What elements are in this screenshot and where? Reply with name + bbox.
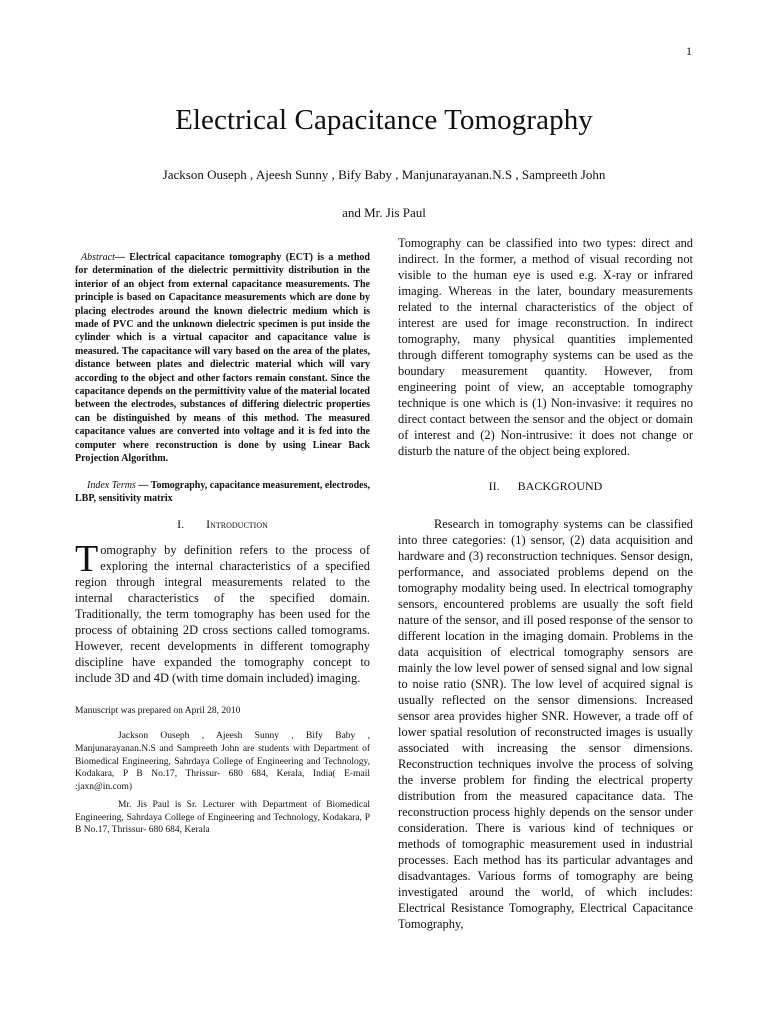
section-number: I. xyxy=(177,517,185,532)
section-heading-background xyxy=(398,479,693,494)
right-column xyxy=(398,235,693,932)
index-terms xyxy=(75,479,370,506)
abstract-text: Electrical capacitance tomography (ECT) is a method for determination of the dielectric permittivity distribution in the interior of an object from external capacitance measurements. The principle is based on Capacitance measurements which are done by placing electrodes around the known dielectric medium which is made of PVC and the unknown dielectric specimen is put inside the cylinder which is a virtual capacitor and capacitance value is measured. The capacitance will vary based on the area of the plates, distance between plates and dielectric material which will vary according to the object and other factors remain constant. Since the capacitance depends on the permittivity value of the material located between the electrodes, substances of differing dielectric properties can be distinguished by means of this method. The measured capacitance values are converted into voltage and it is fed into the computer where reconstruction is done by using Linear Back Projection Algorithm. xyxy=(75,252,370,465)
index-terms-text: — Tomography, capacitance measurement, electrodes, LBP, sensitivity matrix xyxy=(75,479,370,504)
section-title: BACKGROUND xyxy=(517,479,603,493)
tomography-types-paragraph: Tomography can be classified into two types: direct and indirect. In the former, a method of visual recording not visible to the human eye is used e.g. X-ray or infrared imaging. Whereas in the later, boundary measurements related to the internal characteristics of the object of interest are used for image reconstruction. In indirect tomography, many physical quantities implemented through different tomography systems can be used as the boundary measurement quantity. However, from engineering point of view, an acceptable tomography technique is one which is (1) Non-invasive: it requires no direct contact between the sensor and the object or domain of interest and (2) Non-intrusive: it does not change or disturb the nature of the object being explored. xyxy=(398,236,693,458)
left-column xyxy=(75,251,370,837)
section-title: Introduction xyxy=(206,517,268,532)
section-heading-introduction xyxy=(75,517,370,532)
paper-title: Electrical Capacitance Tomography xyxy=(175,104,593,136)
section-number: II. xyxy=(488,479,500,493)
index-terms-label: Index Terms xyxy=(87,479,136,491)
page-number: 1 xyxy=(686,44,692,58)
author-affiliation-footnote: Jackson Ouseph , Ajeesh Sunny , Bify Baby , Manjunarayanan.N.S and Sampreeth John are students with Department of Biomedical Engineering, Sahrdaya College of Engineering and Technology, Kodakara, P B No.17, Thrissur- 680 684, Kerala, India( E-mail :jaxn@in.com) xyxy=(75,731,370,792)
introduction-paragraph xyxy=(75,538,370,686)
lecturer-affiliation-footnote: Mr. Jis Paul is Sr. Lecturer with Department of Biomedical Engineering, Sahrdaya College of Engineering and Technology, Kodakara, P B No.17, Thrissur- 680 684, Kerala xyxy=(75,800,370,836)
introduction-text: omography by definition refers to the process of exploring the internal characteristics of a specified region through integral measurements related to the internal characteristics of the specified domain. Traditionally, the term tomography has been used for the process of obtaining 2D cross sections called tomograms. However, recent developments in different tomography discipline have expanded the tomography concept to include 3D and 4D (with time domain included) imaging. xyxy=(75,543,370,686)
abstract-dash: — xyxy=(114,252,130,263)
background-paragraph: Research in tomography systems can be classified into three categories: (1) sensor, (2) data acquisition and hardware and (3) reconstruction techniques. Sensor design, performance, and associated problems depend on the tomography modality being used. In electrical tomography sensors, encountered problems are usually the soft field nature of the sensor, and ill posed response of the sensor to different location in the imaging domain. Problems in the data acquisition of electrical tomography sensors are mainly the low level power of sensed signal and low signal to noise ratio (SNR). The low level of acquired signal is usually reflected on the sensor dimensions. Increased sensor area provides higher SNR. However, a trade off of lower spatial resolution of reconstructed images is usually associated with increasing the sensor dimensions. Reconstruction techniques involve the process of solving the inverse problem for finding the electrical property distribution from the measured capacitance data. The reconstruction process highly depends on the sensor under consideration. There is various kind of techniques or methods of tomographic measurement used in industrial processes. Each method has its particular advantages and disadvantages. Various forms of tomography are being investigated around the world, of which includes: Electrical Resistance Tomography, Electrical Capacitance Tomography, xyxy=(398,517,693,931)
drop-cap: T xyxy=(75,538,99,581)
abstract-label: Abstract xyxy=(81,252,115,263)
abstract xyxy=(75,251,370,466)
manuscript-note: Manuscript was prepared on April 28, 2010 xyxy=(75,706,241,717)
author-list-continued: and Mr. Jis Paul xyxy=(342,205,426,220)
author-list: Jackson Ouseph , Ajeesh Sunny , Bify Baby , Manjunarayanan.N.S , Sampreeth John xyxy=(162,167,606,182)
